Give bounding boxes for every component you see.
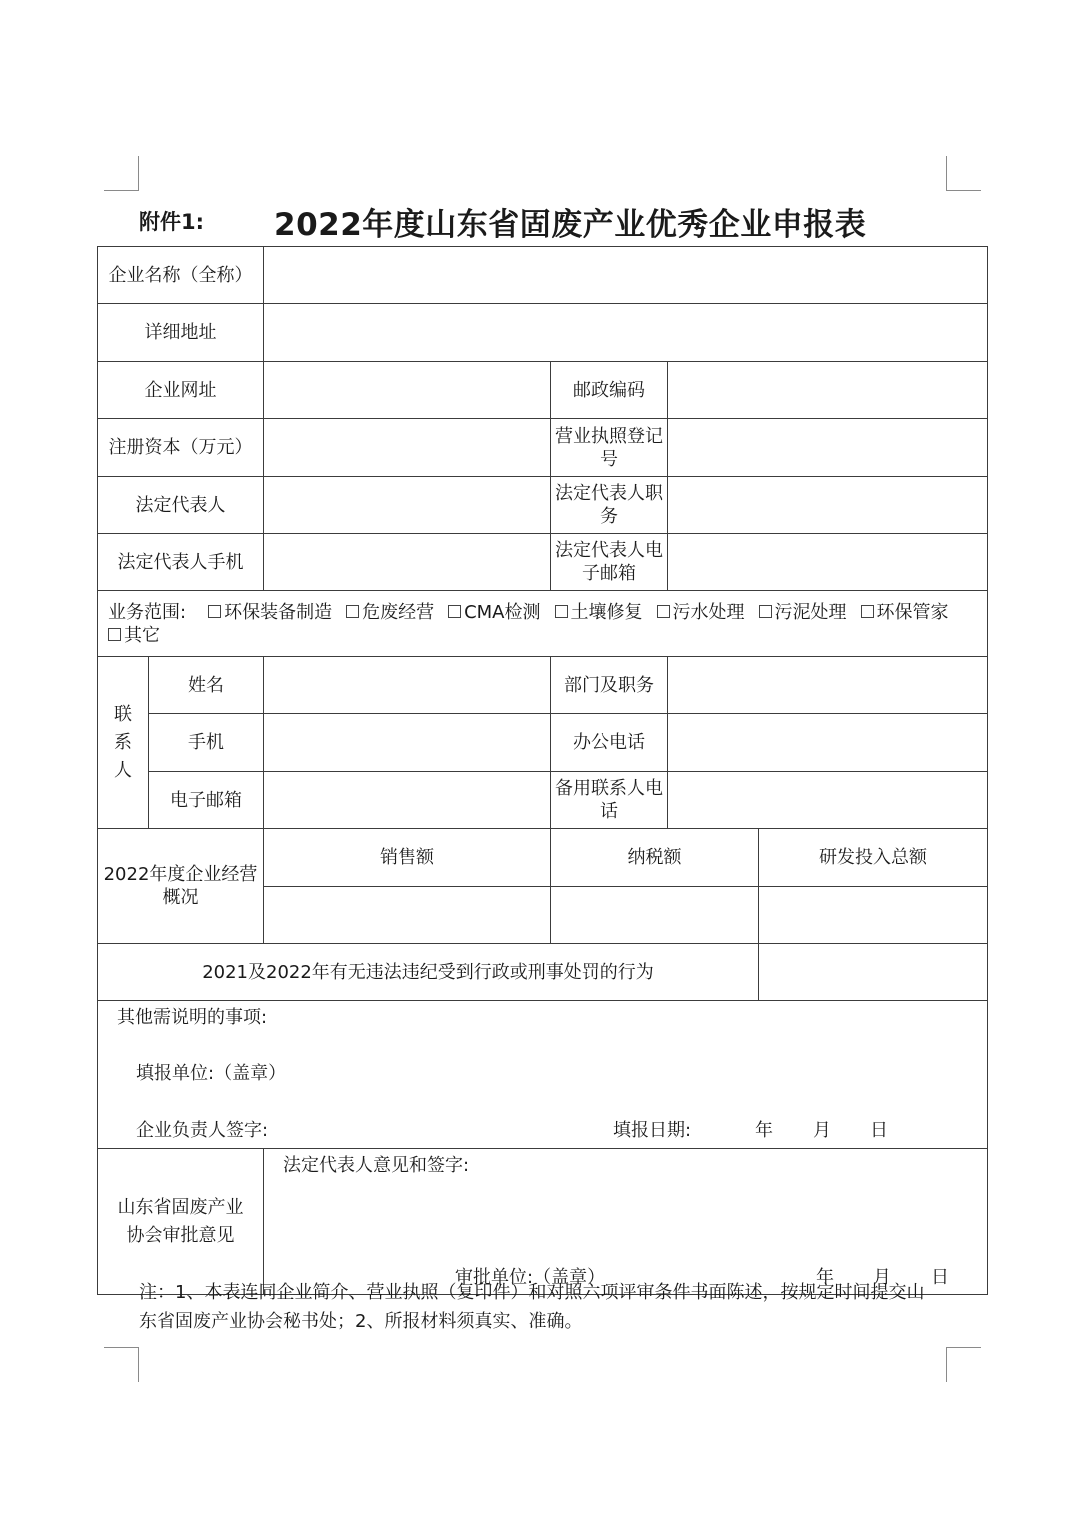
backup-contact-phone-field[interactable] xyxy=(668,772,988,829)
contact-email-label: 电子邮箱 xyxy=(149,772,264,829)
legal-opinion-label: 法定代表人意见和签字: xyxy=(283,1155,470,1176)
crop-mark-bottom-right xyxy=(946,1347,981,1382)
application-form-table xyxy=(97,246,988,1295)
registered-capital-label: 注册资本（万元） xyxy=(98,419,264,477)
sales-field[interactable] xyxy=(264,887,551,944)
scope-option[interactable]: 环保装备制造 xyxy=(208,601,332,624)
legal-rep-phone-field[interactable] xyxy=(264,534,551,591)
tax-label: 纳税额 xyxy=(551,829,759,887)
approval-month-label: 月 xyxy=(873,1267,891,1288)
scope-option[interactable]: 其它 xyxy=(108,624,160,647)
other-matters-label: 其他需说明的事项: xyxy=(117,1007,268,1028)
scope-option[interactable]: CMA检测 xyxy=(448,601,540,624)
tax-field[interactable] xyxy=(551,887,759,944)
backup-contact-phone-label: 备用联系人电话 xyxy=(551,772,668,829)
sales-label: 销售额 xyxy=(264,829,551,887)
month-label: 月 xyxy=(813,1120,831,1141)
operation-label: 2022年度企业经营概况 xyxy=(98,829,264,944)
checkbox-icon[interactable] xyxy=(448,605,461,618)
legal-rep-email-label: 法定代表人电子邮箱 xyxy=(551,534,668,591)
approval-unit-label: 审批单位:（盖章） xyxy=(455,1267,606,1288)
page-title: 2022年度山东省固废产业优秀企业申报表 xyxy=(274,207,867,243)
website-field[interactable] xyxy=(264,362,551,419)
postal-code-label: 邮政编码 xyxy=(551,362,668,419)
legal-rep-title-field[interactable] xyxy=(668,477,988,534)
website-label: 企业网址 xyxy=(98,362,264,419)
legal-rep-phone-label: 法定代表人手机 xyxy=(98,534,264,591)
other-matters-section[interactable] xyxy=(98,1001,988,1149)
scope-option[interactable]: 污泥处理 xyxy=(759,601,847,624)
registered-capital-field[interactable] xyxy=(264,419,551,477)
contact-name-label: 姓名 xyxy=(149,657,264,714)
contact-dept-field[interactable] xyxy=(668,657,988,714)
filling-date-label: 填报日期: xyxy=(613,1120,692,1141)
legal-rep-title-label: 法定代表人职务 xyxy=(551,477,668,534)
business-license-label: 营业执照登记号 xyxy=(551,419,668,477)
checkbox-icon[interactable] xyxy=(108,628,121,641)
checkbox-icon[interactable] xyxy=(555,605,568,618)
contact-label: 联系人 xyxy=(98,657,149,829)
postal-code-field[interactable] xyxy=(668,362,988,419)
contact-office-phone-field[interactable] xyxy=(668,714,988,772)
legal-rep-email-field[interactable] xyxy=(668,534,988,591)
contact-email-field[interactable] xyxy=(264,772,551,829)
legal-rep-label: 法定代表人 xyxy=(98,477,264,534)
business-scope-label: 业务范围: xyxy=(108,601,187,623)
contact-office-phone-label: 办公电话 xyxy=(551,714,668,772)
company-name-label: 企业名称（全称） xyxy=(98,247,264,304)
scope-option[interactable]: 环保管家 xyxy=(861,601,949,624)
contact-mobile-label: 手机 xyxy=(149,714,264,772)
scope-option[interactable]: 土壤修复 xyxy=(555,601,643,624)
scope-option[interactable]: 危废经营 xyxy=(346,601,434,624)
contact-name-field[interactable] xyxy=(264,657,551,714)
checkbox-icon[interactable] xyxy=(657,605,670,618)
legal-opinion-section[interactable] xyxy=(264,1149,988,1295)
crop-mark-bottom-left xyxy=(104,1347,139,1382)
footnote: 注：1、本表连同企业简介、营业执照（复印件）和对照六项评审条件书面陈述，按规定时间提交山东省固废产业协会秘书处；2、所报材料须真实、准确。 xyxy=(139,1282,925,1332)
filling-unit-label: 填报单位:（盖章） xyxy=(136,1063,287,1084)
association-review-label: 山东省固废产业协会审批意见 xyxy=(98,1149,264,1295)
address-label: 详细地址 xyxy=(98,304,264,362)
contact-dept-label: 部门及职务 xyxy=(551,657,668,714)
legal-rep-field[interactable] xyxy=(264,477,551,534)
business-license-field[interactable] xyxy=(668,419,988,477)
violation-label: 2021及2022年有无违法违纪受到行政或刑事处罚的行为 xyxy=(98,944,759,1001)
scope-option[interactable]: 污水处理 xyxy=(657,601,745,624)
checkbox-icon[interactable] xyxy=(208,605,221,618)
approval-year-label: 年 xyxy=(816,1267,834,1288)
business-scope-row xyxy=(98,591,988,657)
leader-sign-label: 企业负责人签字: xyxy=(136,1120,269,1141)
checkbox-icon[interactable] xyxy=(759,605,772,618)
violation-field[interactable] xyxy=(759,944,988,1001)
checkbox-icon[interactable] xyxy=(861,605,874,618)
day-label: 日 xyxy=(870,1120,888,1141)
attachment-label: 附件1: xyxy=(139,210,205,234)
checkbox-icon[interactable] xyxy=(346,605,359,618)
crop-mark-top-right xyxy=(946,156,981,191)
crop-mark-top-left xyxy=(104,156,139,191)
contact-mobile-field[interactable] xyxy=(264,714,551,772)
address-field[interactable] xyxy=(264,304,988,362)
rd-field[interactable] xyxy=(759,887,988,944)
year-label: 年 xyxy=(755,1120,773,1141)
company-name-field[interactable] xyxy=(264,247,988,304)
approval-day-label: 日 xyxy=(931,1267,949,1288)
rd-label: 研发投入总额 xyxy=(759,829,988,887)
